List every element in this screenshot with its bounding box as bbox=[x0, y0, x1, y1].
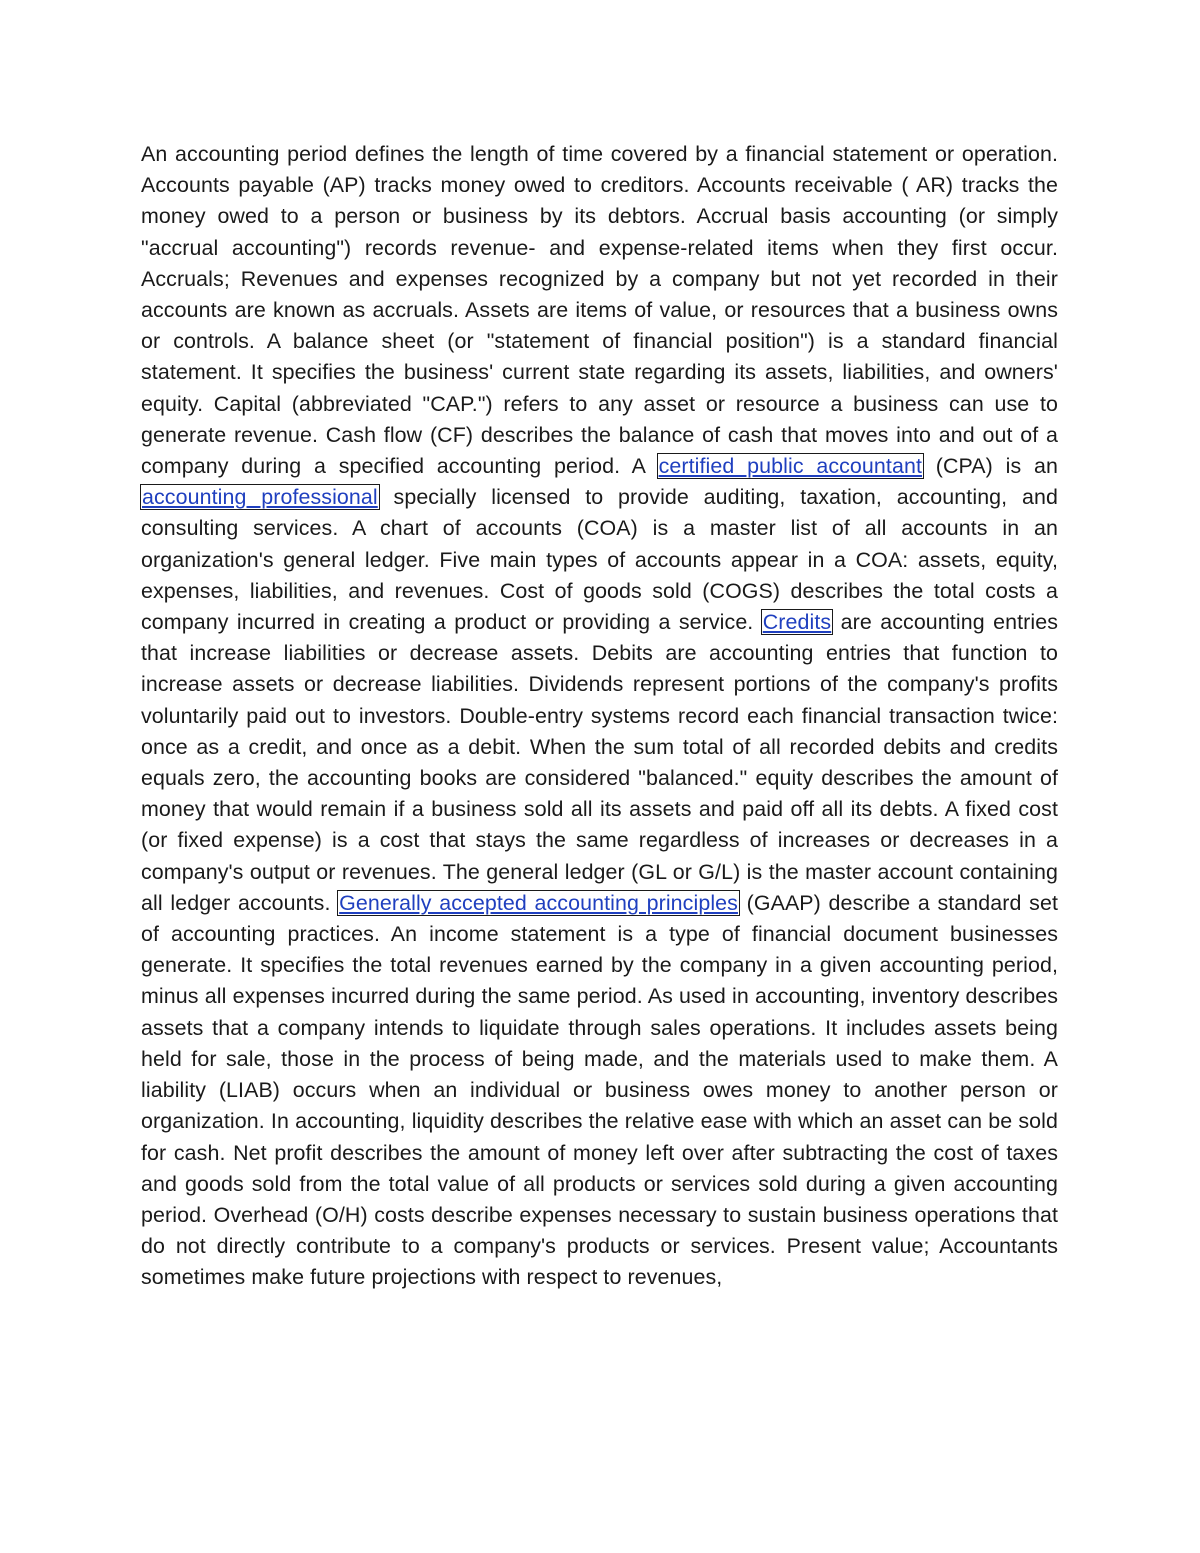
link-gaap[interactable]: Generally accepted accounting principles bbox=[339, 890, 738, 915]
body-paragraph bbox=[141, 139, 1058, 1294]
link-certified-public-accountant[interactable]: certified public accountant bbox=[658, 454, 923, 479]
text-span: An accounting period defines the length of time covered by a financial statement or operation. Accounts payable (AP) tracks money owed to creditors. Accounts receivable ( AR) tracks the money owed to a person or business by its debtors. Accrual basis accounting (or simply "accrual accounting") records revenue- and expense-related items when they first occur. Accruals; Revenues and expenses recognized by a company but not yet recorded in their accounts are known as accruals. Assets are items of value, or resources that a business owns or controls. A balance sheet (or "statement of financial position") is a standard financial statement. It specifies the business' current state regarding its assets, liabilities, and owners' equity. Capital (abbreviated "CAP.") refers to any asset or resource a business can use to generate revenue. Cash flow (CF) describes the balance of cash that moves into and out of a company during a specified accounting period. A bbox=[141, 142, 1058, 479]
text-span: (CPA) is an bbox=[923, 454, 1058, 479]
text-span: are accounting entries that increase liabilities or decrease assets. Debits are accounting entries that function to increase assets or decrease liabilities. Dividends represent portions of the company's profits voluntarily paid out to investors. Double-entry systems record each financial transaction twice: once as a credit, and once as a debit. When the sum total of all recorded debits and credits equals zero, the accounting books are considered "balanced." equity describes the amount of money that would remain if a business sold all its assets and paid off all its debts. A fixed cost (or fixed expense) is a cost that stays the same regardless of increases or decreases in a company's output or revenues. The general ledger (GL or G/L) is the master account containing all ledger accounts. bbox=[141, 610, 1058, 915]
link-accounting-professional[interactable]: accounting professional bbox=[142, 485, 378, 510]
link-credits[interactable]: Credits bbox=[762, 610, 832, 635]
text-span: (GAAP) describe a standard set of accounting practices. An income statement is a type of financial document businesses generate. It specifies the total revenues earned by the company in a given accounting period, minus all expenses incurred during the same period. As used in accounting, inventory describes assets that a company intends to liquidate through sales operations. It includes assets being held for sale, those in the process of being made, and the materials used to make them. A liability (LIAB) occurs when an individual or business owes money to another person or organization. In accounting, liquidity describes the relative ease with which an asset can be sold for cash. Net profit describes the amount of money left over after subtracting the cost of taxes and goods sold from the total value of all products or services sold during a given accounting period. Overhead (O/H) costs describe expenses necessary to sustain business operations that do not directly contribute to a company's products or services. Present value; Accountants sometimes make future projections with respect to revenues, bbox=[141, 890, 1058, 1290]
text-span: specially licensed to provide auditing, taxation, accounting, and consulting services. A chart of accounts (COA) is a master list of all accounts in an organization's general ledger. Five main types of accounts appear in a COA: assets, equity, expenses, liabilities, and revenues. Cost of goods sold (COGS) describes the total costs a company incurred in creating a product or providing a service. bbox=[141, 485, 1058, 635]
